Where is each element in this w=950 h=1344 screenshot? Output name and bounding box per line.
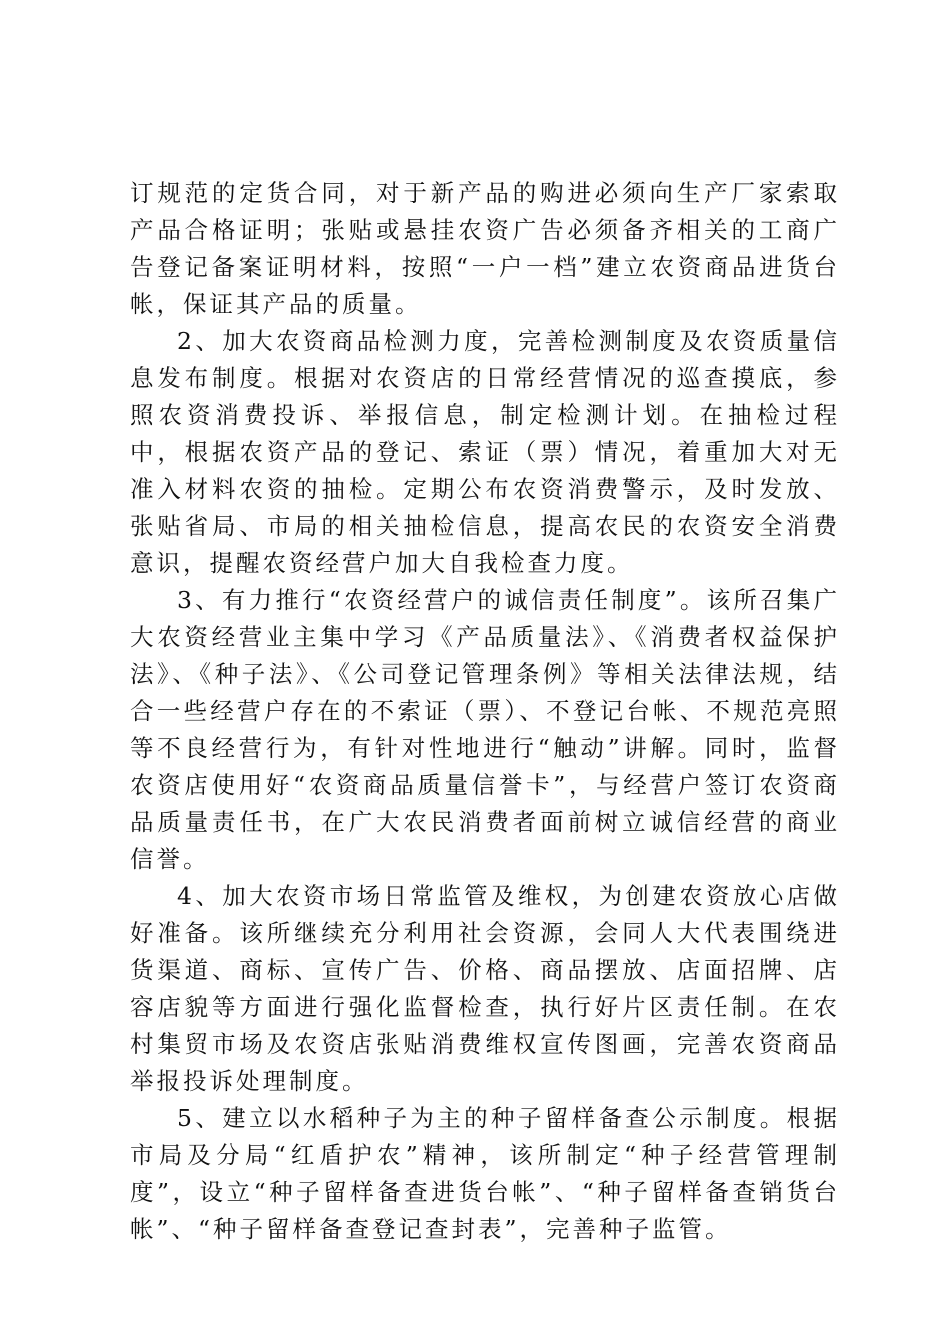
paragraph-item-4: 4、加大农资市场日常监管及维权，为创建农资放心店做好准备。该所继续充分利用社会资源，会同人大代表围绕进货渠道、商标、宣传广告、价格、商品摆放、店面招牌、店容店貌等方面进行强化监督检查，执行好片区责任制。在农村集贸市场及农资店张贴消费维权宣传图画，完善农资商品举报投诉处理制度。 <box>130 882 840 1095</box>
paragraph-item-5: 5、建立以水稻种子为主的种子留样备查公示制度。根据市局及分局“红盾护农”精神，该所制定“种子经营管理制度”，设立“种子留样备查进货台帐”、“种子留样备查销货台帐”、“种子留样备查登记查封表”，完善种子监管。 <box>130 1104 840 1243</box>
paragraph-item-3: 3、有力推行“农资经营户的诚信责任制度”。该所召集广大农资经营业主集中学习《产品质量法》、《消费者权益保护法》、《种子法》、《公司登记管理条例》等相关法律法规，结合一些经营户存在的不索证（票）、不登记台帐、不规范亮照等不良经营行为，有针对性地进行“触动”讲解。同时，监督农资店使用好“农资商品质量信誉卡”，与经营户签订农资商品质量责任书，在广大农民消费者面前树立诚信经营的商业信誉。 <box>130 586 840 873</box>
paragraph-item-2: 2、加大农资商品检测力度，完善检测制度及农资质量信息发布制度。根据对农资店的日常经营情况的巡查摸底，参照农资消费投诉、举报信息，制定检测计划。在抽检过程中，根据农资产品的登记、索证（票）情况，着重加大对无准入材料农资的抽检。定期公布农资消费警示，及时发放、张贴省局、市局的相关抽检信息，提高农民的农资安全消费意识，提醒农资经营户加大自我检查力度。 <box>130 327 840 577</box>
paragraph-continuation: 订规范的定货合同，对于新产品的购进必须向生产厂家索取产品合格证明；张贴或悬挂农资广告必须备齐相关的工商广告登记备案证明材料，按照“一户一档”建立农资商品进货台帐，保证其产品的质量。 <box>130 179 840 318</box>
document-body <box>130 175 840 1248</box>
